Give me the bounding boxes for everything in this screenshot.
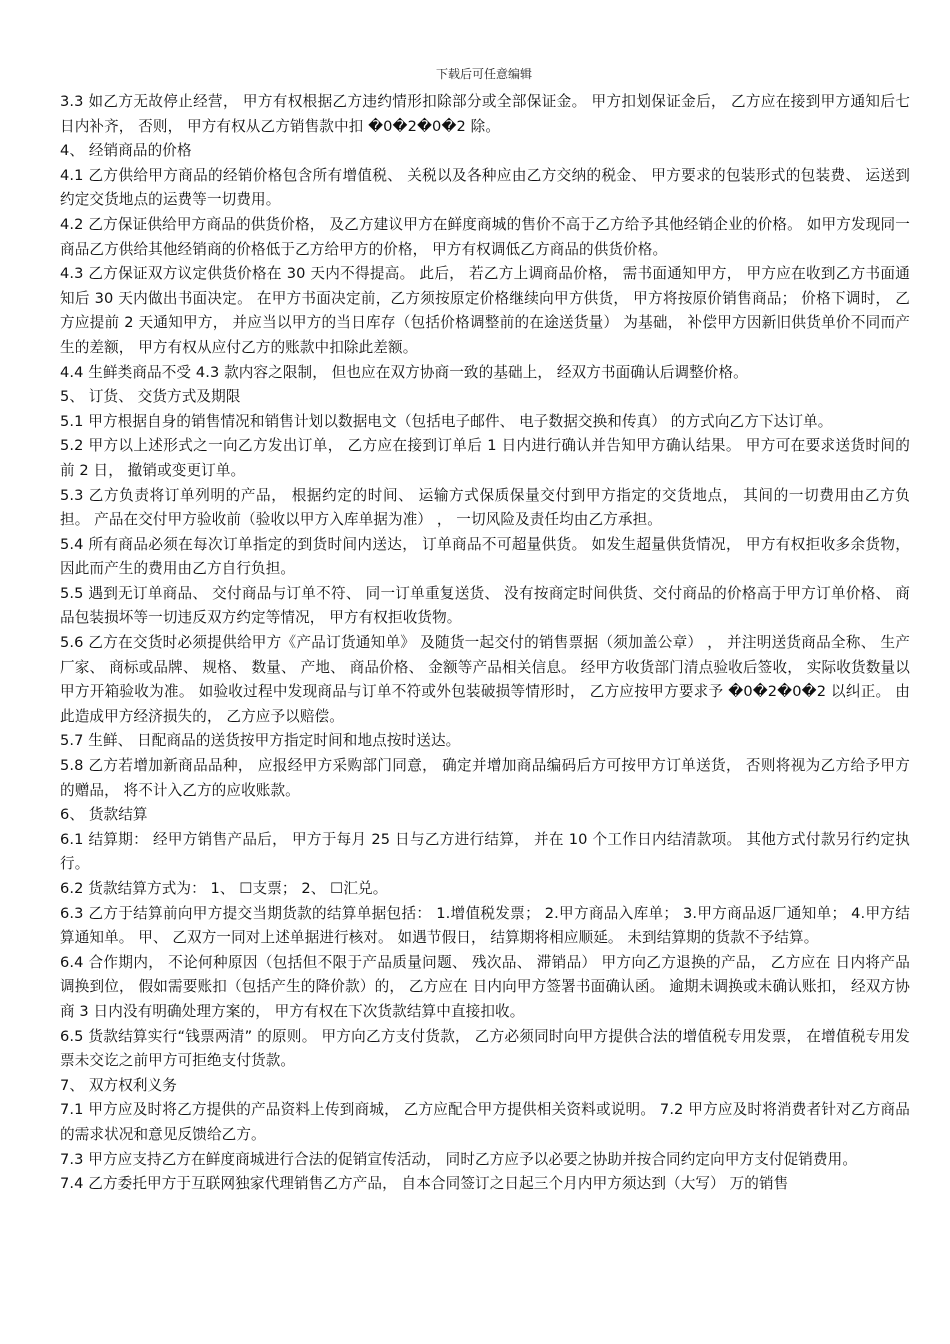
clause-paragraph: 5.1 甲方根据自身的销售情况和销售计划以数据电文（包括电子邮件、 电子数据交换和传真） 的方式向乙方下达订单。 <box>60 412 833 430</box>
clause-paragraph: 6.3 乙方于结算前向甲方提交当期货款的结算单据包括： 1.增值税发票； 2.甲方商品入库单； 3.甲方商品返厂通知单； 4.甲方结算通知单。 甲、 乙双方一同对上述单据进行核对。 如遇节假日， 结算期将相应顺延。 未到结算期的货款不予结算。 <box>60 904 910 947</box>
clause-paragraph: 3.3 如乙方无故停止经营， 甲方有权根据乙方违约情形扣除部分或全部保证金。 甲方扣划保证金后， 乙方应在接到甲方通知后七日内补齐， 否则， 甲方有权从乙方销售款中扣 �0�2�0�2 除。 <box>60 93 910 135</box>
clause-paragraph: 6.4 合作期内， 不论何种原因（包括但不限于产品质量问题、 残次品、 滞销品） 甲方向乙方退换的产品， 乙方应在 日内将产品调换到位， 假如需要账扣（包括产生的降价款）的， 乙方应在 日内向甲方签署书面确认函。 逾期未调换或未确认账扣， 经双方协商 3 日内没有明确处理方案的， 甲方有权在下次货款结算中直接扣收。 <box>60 953 910 1020</box>
section-heading: 5、 订货、 交货方式及期限 <box>60 388 241 406</box>
clause-paragraph: 4.3 乙方保证双方议定供货价格在 30 天内不得提高。 此后， 若乙方上调商品价格， 需书面通知甲方， 甲方应在收到乙方书面通知后 30 天内做出书面决定。 在甲方书面决定前，乙方须按原定价格继续向甲方供货， 甲方将按原价销售商品； 价格下调时， 乙方应提前 2 天通知甲方， 并应当以甲方的当日库存（包括价格调整前的在途送货量） 为基础， 补偿甲方因新旧供货单价不同而产生的差额， 甲方有权从应付乙方的账款中扣除此差额。 <box>60 265 910 356</box>
clause-paragraph: 7.1 甲方应及时将乙方提供的产品资料上传到商城， 乙方应配合甲方提供相关资料或说明。 7.2 甲方应及时将消费者针对乙方商品的需求状况和意见反馈给乙方。 <box>60 1101 910 1143</box>
clause-paragraph: 4.1 乙方供给甲方商品的经销价格包含所有增值税、 关税以及各种应由乙方交纳的税金、 甲方要求的包装形式的包装费、 运送到约定交货地点的运费等一切费用。 <box>60 166 910 209</box>
document-body <box>58 90 910 1197</box>
page-header: 下载后可任意编辑 <box>435 67 532 81</box>
clause-paragraph: 5.4 所有商品必须在每次订单指定的到货时间内送达， 订单商品不可超量供货。 如发生超量供货情况， 甲方有权拒收多余货物， 因此而产生的费用由乙方自行负担。 <box>60 535 910 578</box>
clause-paragraph: 7.4 乙方委托甲方于互联网独家代理销售乙方产品， 自本合同签订之日起三个月内甲方须达到（大写） 万的销售 <box>60 1175 789 1193</box>
section-heading: 7、 双方权利义务 <box>60 1076 177 1094</box>
clause-paragraph: 5.7 生鲜、 日配商品的送货按甲方指定时间和地点按时送达。 <box>60 732 461 750</box>
clause-paragraph: 5.3 乙方负责将订单列明的产品， 根据约定的时间、 运输方式保质保量交付到甲方指定的交货地点， 其间的一切费用由乙方负担。 产品在交付甲方验收前（验收以甲方入库单据为准） ， 一切风险及责任均由乙方承担。 <box>60 486 910 529</box>
clause-paragraph: 5.6 乙方在交货时必须提供给甲方《产品订货通知单》 及随货一起交付的销售票据（须加盖公章） ， 并注明送货商品全称、 生产厂家、 商标或品牌、 规格、 数量、 产地、 商品价格、 金额等产品相关信息。 经甲方收货部门清点验收后签收， 实际收货数量以甲方开箱验收为准。 如验收过程中发现商品与订单不符或外包装破损等情形时， 乙方应按甲方要求予 �0�2�0�2 以纠正。 由此造成甲方经济损失的， 乙方应予以赔偿。 <box>60 634 910 725</box>
clause-paragraph: 6.2 货款结算方式为： 1、 ☐支票； 2、 ☐汇兑。 <box>60 880 388 897</box>
section-heading: 4、 经销商品的价格 <box>60 142 192 160</box>
clause-paragraph: 5.8 乙方若增加新商品品种， 应报经甲方采购部门同意， 确定并增加商品编码后方可按甲方订单送货， 否则将视为乙方给予甲方的赠品， 将不计入乙方的应收账款。 <box>60 757 910 799</box>
clause-paragraph: 4.4 生鲜类商品不受 4.3 款内容之限制， 但也应在双方协商一致的基础上， 经双方书面确认后调整价格。 <box>60 363 748 381</box>
clause-paragraph: 5.5 遇到无订单商品、 交付商品与订单不符、 同一订单重复送货、 没有按商定时间供货、交付商品的价格高于甲方订单价格、 商品包装损坏等一切违反双方约定等情况， 甲方有权拒收货物。 <box>60 584 910 627</box>
clause-paragraph: 6.5 货款结算实行“钱票两清” 的原则。 甲方向乙方支付货款， 乙方必须同时向甲方提供合法的增值税专用发票， 在增值税专用发票未交讫之前甲方可拒绝支付货款。 <box>60 1027 910 1070</box>
section-heading: 6、 货款结算 <box>60 806 148 824</box>
clause-paragraph: 6.1 结算期： 经甲方销售产品后， 甲方于每月 25 日与乙方进行结算， 并在 10 个工作日内结清款项。 其他方式付款另行约定执行。 <box>60 830 910 873</box>
clause-paragraph: 5.2 甲方以上述形式之一向乙方发出订单， 乙方应在接到订单后 1 日内进行确认并告知甲方确认结果。 甲方可在要求送货时间的前 2 日， 撤销或变更订单。 <box>60 437 910 479</box>
clause-paragraph: 7.3 甲方应支持乙方在鲜度商城进行合法的促销宣传活动， 同时乙方应予以必要之协助并按合同约定向甲方支付促销费用。 <box>60 1150 858 1168</box>
clause-paragraph: 4.2 乙方保证供给甲方商品的供货价格， 及乙方建议甲方在鲜度商城的售价不高于乙方给予其他经销企业的价格。 如甲方发现同一商品乙方供给其他经销商的价格低于乙方给甲方的价格， 甲方有权调低乙方商品的供货价格。 <box>60 215 910 258</box>
